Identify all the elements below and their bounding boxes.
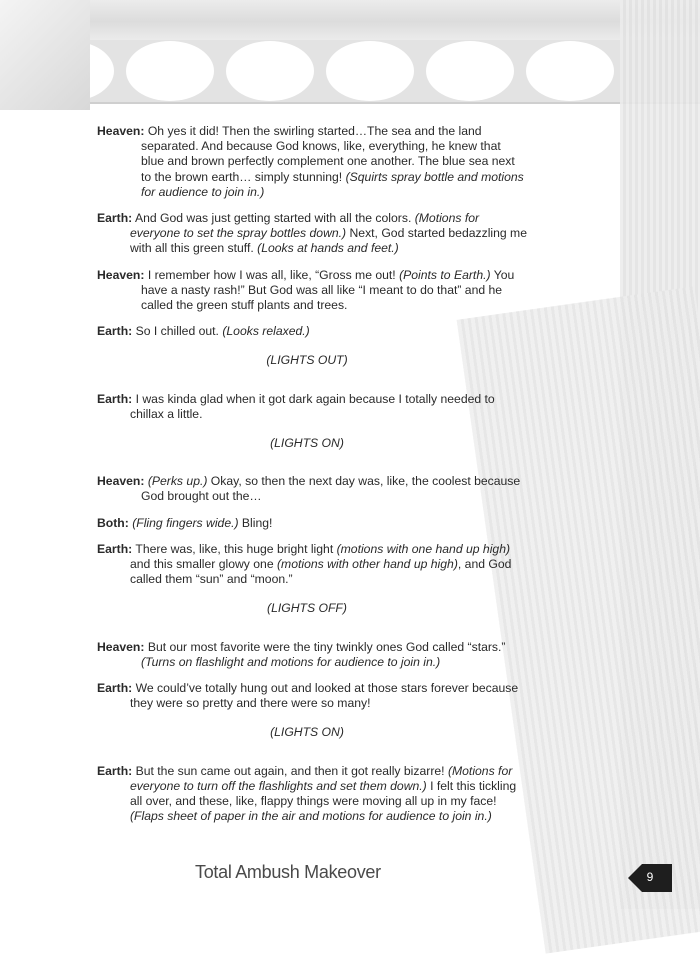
stage-direction: (motions with one hand up high) — [336, 541, 511, 556]
speaker-name: Earth: — [97, 681, 133, 696]
dialogue-line — [97, 681, 527, 711]
book-title: Total Ambush Makeover — [195, 862, 381, 882]
dialogue-text: But our most favorite were the tiny twinkly ones God called “stars.” — [147, 639, 506, 654]
speaker-name: Heaven: — [97, 267, 145, 282]
stage-cue: (LIGHTS ON) — [270, 725, 344, 740]
stage-direction: (Looks relaxed.) — [222, 324, 310, 339]
dialogue-text: Okay, so then the next day was, like, the coolest because God brought out the… — [141, 474, 521, 504]
dialogue-line — [97, 124, 527, 200]
stage-direction: (Motions for everyone to set the spray bottles down.) — [130, 211, 480, 241]
scallop-pattern — [0, 40, 700, 102]
stage-direction: (Flaps sheet of paper in the air and motions for audience to join in.) — [130, 809, 492, 824]
stage-direction: (Fling fingers wide.) — [132, 515, 239, 530]
speaker-name: Both: — [97, 515, 129, 530]
speaker-name: Earth: — [97, 391, 133, 406]
page-number: 9 — [646, 870, 654, 884]
dialogue-text: Oh yes it did! Then the swirling started…The sea and the land separated. And because God knows, like, everything, he knew that blue and brown perfectly complement one another. The blue sea next to the brown earth… simply stunning! — [141, 124, 515, 184]
stage-direction: (motions with other hand up high) — [277, 557, 458, 572]
dialogue-text: I felt this tickling all over, and these, like, flappy things were moving all up in my face! — [130, 778, 517, 809]
speaker-name: Earth: — [97, 211, 133, 226]
stage-cue: (LIGHTS ON) — [270, 436, 344, 451]
dialogue-line — [97, 640, 527, 670]
stage-cue: (LIGHTS OFF) — [267, 601, 347, 616]
dialogue-line — [97, 392, 527, 422]
dialogue-text: Bling! — [238, 515, 273, 530]
dialogue-text: But the sun came out again, and then it got really bizarre! — [135, 763, 448, 778]
speaker-name: Heaven: — [97, 639, 145, 654]
script-body — [97, 124, 527, 836]
stage-direction: (Turns on flashlight and motions for audience to join in.) — [141, 654, 441, 669]
duct-tape-corner-decoration — [0, 0, 90, 110]
speaker-name: Earth: — [97, 324, 133, 339]
stage-direction: (Motions for everyone to turn off the flashlights and set them down.) — [130, 763, 513, 793]
dialogue-text: I remember how I was all, like, “Gross me out! — [147, 267, 400, 282]
speaker-name: Earth: — [97, 541, 133, 556]
dialogue-text: There was, like, this huge bright light — [135, 541, 337, 556]
dialogue-line — [97, 474, 527, 504]
dialogue-line — [97, 268, 527, 314]
stage-direction: (Squirts spray bottle and motions for audience to join in.) — [141, 169, 524, 199]
dialogue-line — [97, 764, 527, 825]
speaker-name: Heaven: — [97, 474, 145, 489]
dialogue-text: I was kinda glad when it got dark again because I totally needed to chillax a little. — [130, 391, 495, 421]
dialogue-line — [97, 211, 527, 257]
dialogue-text: and this smaller glowy one — [130, 557, 277, 572]
dialogue-text: You have a nasty rash!” But God was all like “I meant to do that” and he called the green stuff plants and trees. — [141, 267, 515, 313]
dialogue-line — [97, 516, 527, 531]
stage-cue: (LIGHTS OUT) — [266, 353, 348, 368]
dialogue-text: Next, God started bedazzling me with all this green stuff. — [130, 226, 527, 256]
speaker-name: Heaven: — [97, 124, 145, 138]
dialogue-text: We could’ve totally hung out and looked at those stars forever because they were so pretty and there were so many! — [130, 681, 519, 711]
stage-direction: (Points to Earth.) — [399, 267, 491, 282]
stage-direction: (Perks up.) — [147, 474, 208, 489]
dialogue-text: And God was just getting started with all the colors. — [134, 211, 415, 226]
dialogue-text: So I chilled out. — [135, 324, 223, 339]
dialogue-line — [97, 542, 527, 588]
scalloped-border-decoration — [0, 40, 700, 104]
speaker-name: Earth: — [97, 763, 133, 778]
dialogue-text: , and God called them “sun” and “moon.” — [130, 557, 512, 587]
dialogue-line — [97, 324, 527, 339]
stage-direction: (Looks at hands and feet.) — [257, 241, 399, 256]
